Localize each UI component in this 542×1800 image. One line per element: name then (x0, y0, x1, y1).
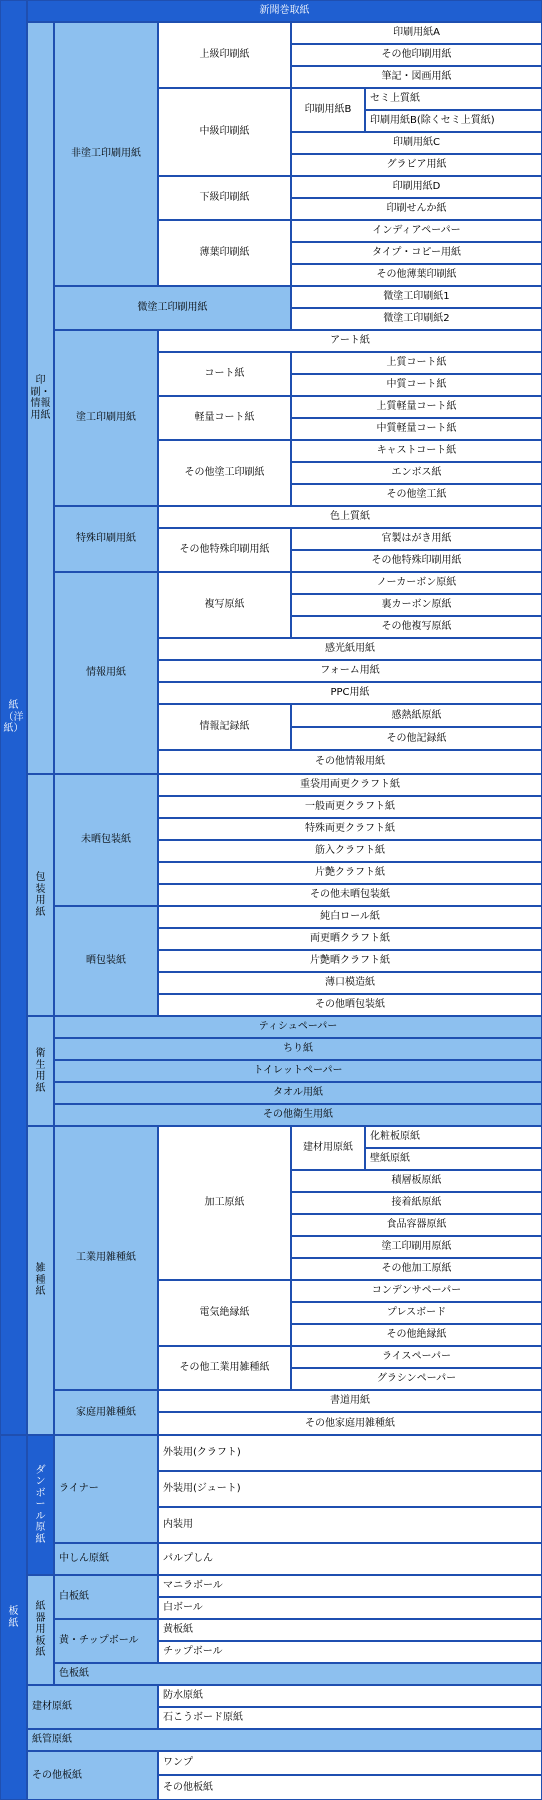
row-other-printing: その他印刷用紙 (291, 44, 542, 66)
bleached-pkg: 晒包装紙 (54, 906, 158, 1016)
grade-mid: 中級印刷紙 (158, 88, 291, 176)
row-carbonless: ノーカーボン原紙 (291, 572, 542, 594)
group-sanitary: 衛生用紙 (27, 1016, 54, 1126)
group-printing-info: 印刷・情報用紙 (27, 22, 54, 774)
category-board: 板紙 (0, 1435, 27, 1800)
row-outer-jute: 外装用(ジュート) (158, 1471, 542, 1507)
row-coat-mid: 中質コート紙 (291, 374, 542, 396)
group-industrial-misc: 工業用雑種紙 (54, 1126, 158, 1390)
category-paper: 紙（洋紙） (0, 0, 27, 1435)
row-stripe-kraft: 筋入クラフト紙 (158, 840, 542, 862)
grade-low: 下級印刷紙 (158, 176, 291, 220)
row-laminate-base: 積層板原紙 (291, 1170, 542, 1192)
row-white-ball: 白ボール (158, 1597, 542, 1619)
other-special: その他特殊印刷用紙 (158, 528, 291, 572)
row-typewriter: タイプ・コピー用紙 (291, 242, 542, 264)
copy-base: 複写原紙 (158, 572, 291, 638)
row-pure-roll: 純白ロール紙 (158, 906, 542, 928)
row-other-copy: その他複写原紙 (291, 616, 542, 638)
row-other-board-item: その他板紙 (158, 1775, 542, 1800)
row-lightly-coated-1: 微塗工印刷紙1 (291, 286, 542, 308)
row-coated-printing-base: 塗工印刷用原紙 (291, 1236, 542, 1258)
row-other-bleached: その他晒包装紙 (158, 994, 542, 1016)
row-colored-board: 色板紙 (54, 1663, 542, 1685)
group-misc: 雑種紙 (27, 1126, 54, 1435)
thin-printing: 薄葉印刷紙 (158, 220, 291, 286)
row-other-thin: その他薄葉印刷紙 (291, 264, 542, 286)
row-toilet: トイレットペーパー (54, 1060, 542, 1082)
row-writing-drawing: 筆記・図画用紙 (291, 66, 542, 88)
white-board: 白板紙 (54, 1575, 158, 1619)
row-other-special-paper: その他特殊印刷用紙 (291, 550, 542, 572)
other-industrial: その他工業用雑種紙 (158, 1346, 291, 1390)
grade-top: 上級印刷紙 (158, 22, 291, 88)
row-condenser: コンデンサペーパー (291, 1280, 542, 1302)
building-base: 建材用原紙 (291, 1126, 365, 1170)
row-colored-woodfree: 色上質紙 (158, 506, 542, 528)
row-gypsum: 石こうボード原紙 (158, 1707, 542, 1729)
row-yellow-ball: 黄板紙 (158, 1619, 542, 1641)
row-pressboard: プレスボード (291, 1302, 542, 1324)
row-printing-a: 印刷用紙A (291, 22, 542, 44)
row-other-coat-paper: その他塗工紙 (291, 484, 542, 506)
row-printing-c: 印刷用紙C (291, 132, 542, 154)
row-light-coat-mid: 中質軽量コート紙 (291, 418, 542, 440)
row-thin-imitation: 薄口模造紙 (158, 972, 542, 994)
row-other-recording: その他記録紙 (291, 727, 542, 750)
medium: 中しん原紙 (54, 1543, 158, 1575)
row-bleached-kraft: 両更晒クラフト紙 (158, 928, 542, 950)
row-thermal: 感熱紙原紙 (291, 704, 542, 727)
group-lightly-coated: 微塗工印刷用紙 (54, 286, 291, 330)
row-tube-board: 紙管原紙 (27, 1729, 542, 1751)
row-other-insulating: その他絶縁紙 (291, 1324, 542, 1346)
row-manila-ball: マニラボール (158, 1575, 542, 1597)
group-container-board: 紙器用板紙 (27, 1575, 54, 1685)
row-postcard: 官製はがき用紙 (291, 528, 542, 550)
insulating: 電気絶縁紙 (158, 1280, 291, 1346)
row-ppc: PPC用紙 (158, 682, 542, 704)
other-board: その他板紙 (27, 1751, 158, 1800)
row-special-kraft: 特殊両更クラフト紙 (158, 818, 542, 840)
group-uncoated: 非塗工印刷用紙 (54, 22, 158, 286)
row-other-sanitary: その他衛生用紙 (54, 1104, 542, 1126)
row-lightly-coated-2: 微塗工印刷紙2 (291, 308, 542, 330)
converting-base: 加工原紙 (158, 1126, 291, 1280)
group-coated: 塗工印刷用紙 (54, 330, 158, 506)
building-board: 建材原紙 (27, 1685, 158, 1729)
row-semi-woodfree: セミ上質紙 (365, 88, 542, 110)
row-art-paper: アート紙 (158, 330, 542, 352)
row-wallpaper-base: 壁紙原紙 (365, 1148, 542, 1170)
unbleached-pkg: 未晒包装紙 (54, 774, 158, 906)
row-other-info: その他情報用紙 (158, 750, 542, 774)
row-printing-d: 印刷用紙D (291, 176, 542, 198)
group-corrugating: ダンボール原紙 (27, 1435, 54, 1575)
other-coated: その他塗工印刷紙 (158, 440, 291, 506)
row-calligraphy: 書道用紙 (158, 1390, 542, 1412)
row-inner-liner: 内装用 (158, 1507, 542, 1543)
row-coat-top: 上質コート紙 (291, 352, 542, 374)
row-other-converting: その他加工原紙 (291, 1258, 542, 1280)
row-one-pulp: ワンプ (158, 1751, 542, 1775)
newsprint-header: 新聞巻取紙 (27, 0, 542, 22)
row-printing-b-excl: 印刷用紙B(除くセミ上質紙) (365, 110, 542, 132)
row-mg-kraft: 片艶クラフト紙 (158, 862, 542, 884)
row-towel: タオル用紙 (54, 1082, 542, 1104)
light-coat: 軽量コート紙 (158, 396, 291, 440)
row-india-paper: インディアペーパー (291, 220, 542, 242)
yellow-chip: 黄・チップボール (54, 1619, 158, 1663)
group-info-paper: 情報用紙 (54, 572, 158, 774)
row-tissue: ティシュペーパー (54, 1016, 542, 1038)
row-mg-bleached: 片艶晒クラフト紙 (158, 950, 542, 972)
row-emboss: エンボス紙 (291, 462, 542, 484)
liner: ライナー (54, 1435, 158, 1543)
row-rice-paper: ライスペーパー (291, 1346, 542, 1368)
row-waterproof: 防水原紙 (158, 1685, 542, 1707)
row-cast-coat: キャストコート紙 (291, 440, 542, 462)
row-chip-ball: チップボール (158, 1641, 542, 1663)
group-packaging: 包装用紙 (27, 774, 54, 1016)
row-printing-senka: 印刷せんか紙 (291, 198, 542, 220)
row-outer-kraft: 外装用(クラフト) (158, 1435, 542, 1471)
row-back-carbon: 裏カーボン原紙 (291, 594, 542, 616)
household-misc: 家庭用雑種紙 (54, 1390, 158, 1435)
row-other-household: その他家庭用雑種紙 (158, 1412, 542, 1435)
recording-base: 情報記録紙 (158, 704, 291, 750)
row-glassine: グラシンペーパー (291, 1368, 542, 1390)
row-light-coat-top: 上質軽量コート紙 (291, 396, 542, 418)
row-general-kraft: 一般両更クラフト紙 (158, 796, 542, 818)
row-gravure: グラビア用紙 (291, 154, 542, 176)
row-pulp-medium: パルプしん (158, 1543, 542, 1575)
row-photosensitive: 感光紙用紙 (158, 638, 542, 660)
row-other-unbleached: その他未晒包装紙 (158, 884, 542, 906)
printing-b-group: 印刷用紙B (291, 88, 365, 132)
row-decor-base: 化粧板原紙 (365, 1126, 542, 1148)
coat-paper: コート紙 (158, 352, 291, 396)
row-food-container: 食品容器原紙 (291, 1214, 542, 1236)
row-heavy-kraft: 重袋用両更クラフト紙 (158, 774, 542, 796)
row-chirigami: ちり紙 (54, 1038, 542, 1060)
row-form-paper: フォーム用紙 (158, 660, 542, 682)
group-special-printing: 特殊印刷用紙 (54, 506, 158, 572)
row-adhesive-base: 接着紙原紙 (291, 1192, 542, 1214)
